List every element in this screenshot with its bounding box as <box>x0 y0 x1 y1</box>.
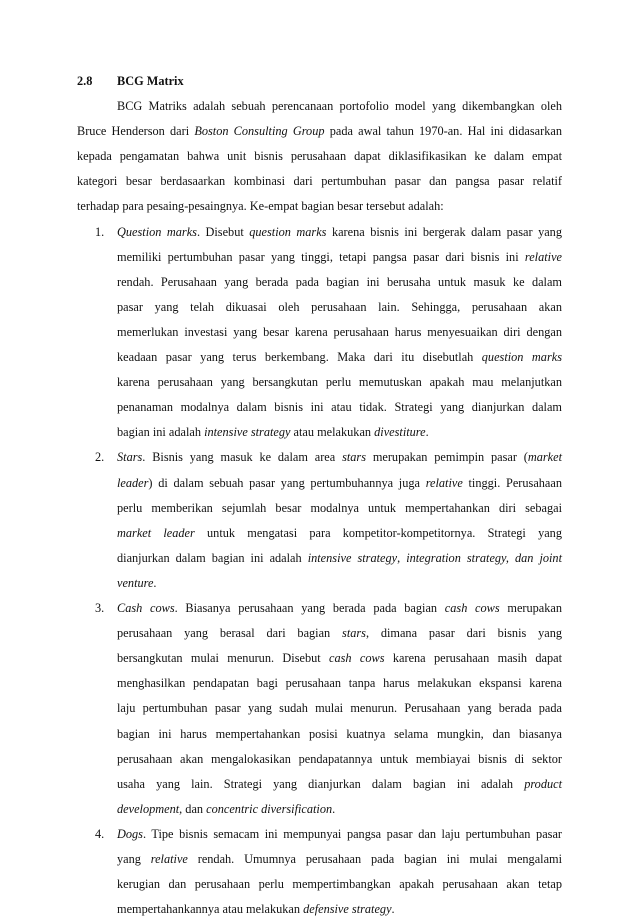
list-item-line: karena perusahaan yang bersangkutan perlu memutuskan apakah mau melanjutkan <box>117 375 562 390</box>
list-item-line: keadaan pasar yang terus berkembang. Maka dari itu disebutlah question marks <box>117 350 562 364</box>
list-item-line: yang relative rendah. Umumnya perusahaan pada bagian ini mulai mengalami <box>117 852 563 866</box>
paragraph-line: kategori besar berdasaarkan kombinasi dari pertumbuhan pasar dan pangsa pasar relatif <box>77 174 562 189</box>
list-item-line: perusahaan akan mengalokasikan pendapatannya untuk membiayai bisnis di sektor <box>117 751 562 766</box>
list-item-line: perusahaan yang berasal dari bagian stars, dimana pasar dari bisnis yang <box>117 626 562 641</box>
list-item-line: bersangkutan mulai menurun. Disebut cash cows karena perusahaan masih dapat <box>117 651 562 666</box>
list-item-line: leader) di dalam sebuah pasar yang pertumbuhannya juga relative tinggi. Perusahaan <box>117 475 562 490</box>
list-item-line: penanaman modalnya dalam bisnis ini atau tidak. Strategi yang dianjurkan dalam <box>117 400 562 415</box>
list-item-line: memiliki pertumbuhan pasar yang tinggi, tetapi pangsa pasar dari bisnis ini relative <box>117 249 562 264</box>
paragraph-line: terhadap para pesaing-pesaingnya. Ke-empat bagian besar tersebut adalah: <box>77 199 444 214</box>
list-item-number: 2. <box>95 450 105 465</box>
list-item-line: Cash cows. Biasanya perusahaan yang berada pada bagian cash cows merupakan <box>117 601 563 615</box>
list-item-line: usaha yang lain. Strategi yang dianjurkan dalam bagian ini adalah product <box>117 776 562 791</box>
list-item-line: perlu memberikan sejumlah besar modalnya untuk mempertahankan diri sebagai <box>117 500 562 515</box>
section-title: BCG Matrix <box>117 74 184 88</box>
list-item-line: laju pertumbuhan pasar yang sudah mulai menurun. Perusahaan yang berada pada <box>117 701 562 716</box>
list-item-line: rendah. Perusahaan yang berada pada bagian ini berusaha untuk masuk ke dalam <box>117 274 562 289</box>
list-item-number: 1. <box>95 224 105 239</box>
list-item-line: menghasilkan pendapatan bagi perusahaan tanpa harus melakukan ekspansi karena <box>117 676 562 691</box>
list-item-line: development, dan concentric diversification. <box>117 801 336 816</box>
list-item-line: Stars. Bisnis yang masuk ke dalam area stars merupakan pemimpin pasar (market <box>117 450 562 465</box>
paragraph-line: Bruce Henderson dari Boston Consulting Group pada awal tahun 1970-an. Hal ini didasarkan <box>77 124 562 139</box>
list-item-line: venture. <box>117 575 157 590</box>
list-item-line: Dogs. Tipe bisnis semacam ini mempunyai pangsa pasar dan laju pertumbuhan pasar <box>117 826 562 841</box>
list-item-line: kerugian dan perusahaan perlu mempertimbangkan apakah perusahaan akan tetap <box>117 877 562 892</box>
list-item-line: pasar yang telah dikuasai oleh perusahaan lain. Sehingga, perusahaan akan <box>117 299 562 314</box>
list-item-number: 3. <box>95 601 105 615</box>
list-item-line: bagian ini harus mempertahankan posisi kuatnya selama mungkin, dan biasanya <box>117 726 562 741</box>
list-item-number: 4. <box>95 826 105 841</box>
list-item-line: mempertahankannya atau melakukan defensive strategy. <box>117 902 395 917</box>
list-item-line: market leader untuk mengatasi para kompetitor-kompetitornya. Strategi yang <box>117 525 562 540</box>
paragraph-line: kepada pengamatan bahwa unit bisnis perusahaan dapat diklasifikasikan ke dalam empat <box>77 149 562 164</box>
list-item-line: Question marks. Disebut question marks karena bisnis ini bergerak dalam pasar yang <box>117 224 562 239</box>
paragraph-line: BCG Matriks adalah sebuah perencanaan portofolio model yang dikembangkan oleh <box>117 99 562 113</box>
list-item-line: bagian ini adalah intensive strategy atau melakukan divestiture. <box>117 425 429 440</box>
section-number: 2.8 <box>77 74 93 88</box>
list-item-line: memerlukan investasi yang besar karena perusahaan harus menyesuaikan diri dengan <box>117 324 562 339</box>
list-item-line: dianjurkan dalam bagian ini adalah intensive strategy, integration strategy, dan joint <box>117 550 562 565</box>
